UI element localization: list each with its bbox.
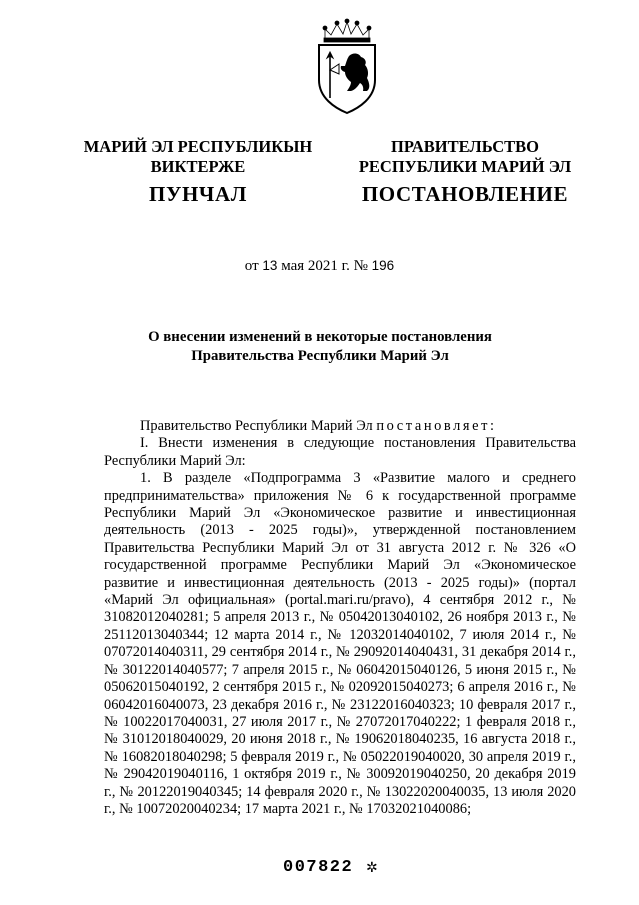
- serial-number: 007822: [283, 858, 354, 877]
- header-right-title: ПОСТАНОВЛЕНИЕ: [361, 182, 569, 206]
- header-left-title: ПУНЧАЛ: [149, 182, 247, 206]
- date-prefix: от: [244, 258, 259, 274]
- paragraph-item-1: 1. В разделе «Подпрограмма 3 «Развитие малого и среднего предпринимательства» приложения № 6 к государственной программе Республики Марий Эл «Экономическое развитие и инвестиционная деятельность (2013 - 2025 годы)», утвержденной постановлением Правительства Республики Марий Эл от 31 августа 2012 г. № 326 «О государственной программе Республики Марий Эл «Экономическое развитие и инвестиционная деятельность (2013 - 2025 годы)» (портал «Марий Эл официальная» (portal.mari.ru/pravo), 4 сентября 2012 г., № 31082012040281; 5 апреля 2013 г., № 05042013040102, 26 ноября 2013 г., № 25112013040344; 12 марта 2014 г., № 12032014040102, 7 июля 2014 г., № 07072014040311, 29 сентября 2014 г., № 29092014040431, 31 декабря 2014 г., № 30122014040577; 7 апреля 2015 г., № 06042015040126, 5 июня 2015 г., № 05062015040192, 2 сентября 2015 г., № 02092015040273; 6 апреля 2016 г., № 06042016040073, 23 декабря 2016 г., № 23122016040323; 10 февраля 2017 г., № 10022017040031, 27 июля 2017 г., № 27072017040222; 1 февраля 2018 г., № 31012018040029, 20 июня 2018 г., № 19062018040235, 16 августа 2018 г., № 16082018040298; 5 февраля 2019 г., № 05022019040020, 30 апреля 2019 г., № 29042019040116, 1 октября 2019 г., № 30092019040250, 20 декабря 2019 г., № 20122019040345; 14 февраля 2020 г., № 13022020040035, 13 июля 2020 г., № 10072020040234; 17 марта 2021 г., № 17032021040086;: [104, 470, 576, 817]
- header-right: [340, 137, 590, 207]
- document-date: [0, 258, 639, 275]
- ornament-icon: ✲: [366, 860, 378, 876]
- date-month-year: мая 2021 г. №: [281, 258, 368, 274]
- paragraph-preamble: [104, 418, 576, 435]
- header-left-line2: ВИКТЕРЖЕ: [150, 157, 246, 176]
- header-right-line1: ПРАВИТЕЛЬСТВО: [391, 137, 539, 156]
- crown-icon: [323, 19, 371, 42]
- coat-of-arms-icon: [311, 18, 383, 116]
- document-number: 196: [371, 258, 395, 273]
- title-line1: О внесении изменений в некоторые постановления: [148, 329, 492, 345]
- date-day: 13: [262, 258, 278, 273]
- title-line2: Правительства Республики Марий Эл: [191, 348, 449, 364]
- preamble-text: Правительство Республики Марий Эл: [140, 418, 373, 434]
- document-body: [104, 418, 576, 818]
- header-right-line2: РЕСПУБЛИКИ МАРИЙ ЭЛ: [358, 157, 572, 176]
- header-left-line1: МАРИЙ ЭЛ РЕСПУБЛИКЫН: [83, 137, 313, 156]
- preamble-resolves: постановляет:: [376, 418, 497, 434]
- paragraph-section-1: I. Внести изменения в следующие постановления Правительства Республики Марий Эл:: [104, 435, 576, 469]
- header-left: [78, 137, 318, 207]
- document-title: [120, 328, 520, 366]
